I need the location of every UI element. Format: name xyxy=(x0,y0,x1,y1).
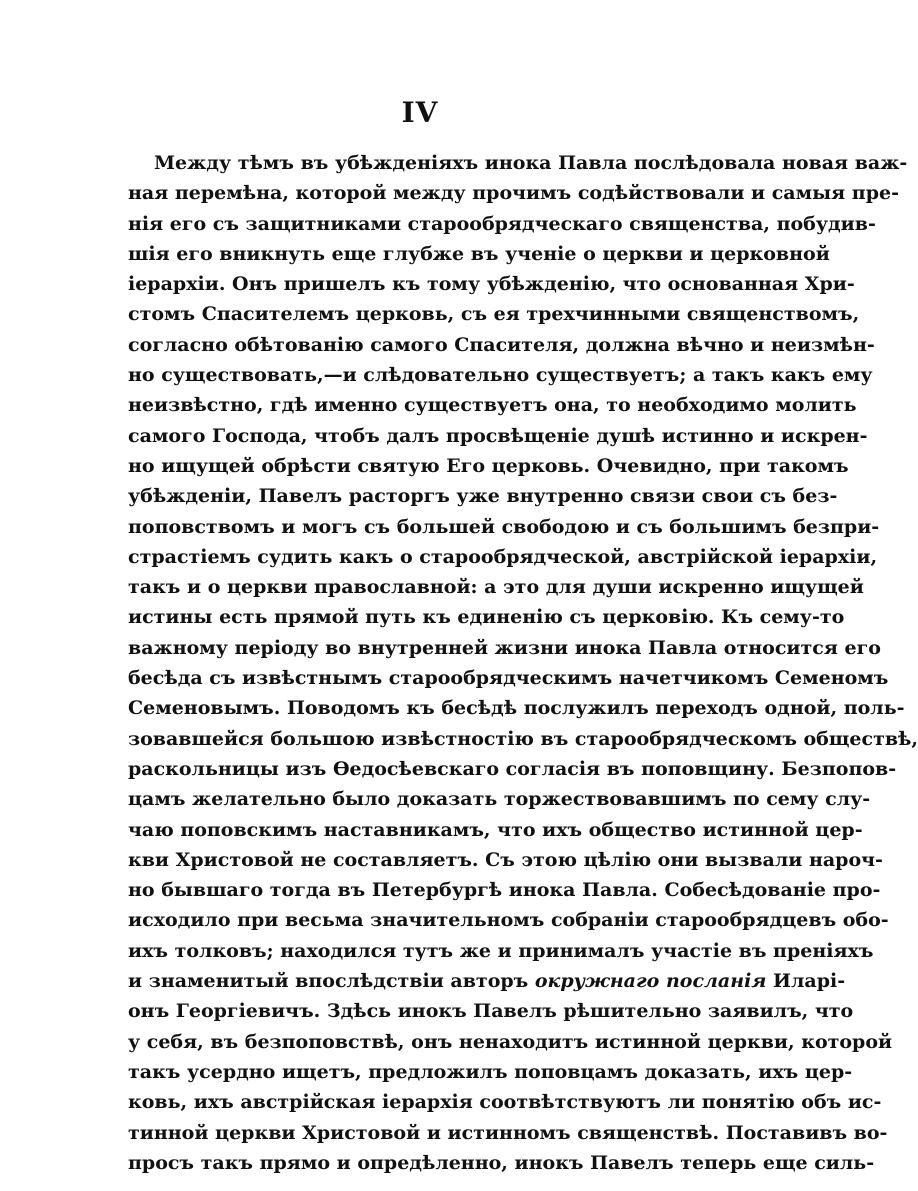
text-line: ихъ толковъ; находился тутъ же и принималъ участіе въ преніяхъ xyxy=(128,939,874,962)
text-segment: Иларі- xyxy=(766,970,846,993)
text-line: нія его съ защитниками старообрядческаго священства, побудив- xyxy=(128,212,876,235)
text-line: такъ и о церкви православной: а это для души искренно ищущей xyxy=(128,576,864,599)
text-line: страстіемъ судить какъ о старообрядческой, австрійской іерархіи, xyxy=(128,545,878,568)
text-line: убѣжденіи, Павелъ расторгъ уже внутренно связи свои съ без- xyxy=(128,485,838,508)
text-line: ная перемѣна, которой между прочимъ содѣйствовали и самыя пре- xyxy=(128,182,899,205)
italic-title: окружнаго посланія xyxy=(534,970,767,993)
text-line: истины есть прямой путь къ единенію съ церковію. Къ сему-то xyxy=(128,606,845,629)
text-line: у себя, въ безпоповствѣ, онъ ненаходитъ истинной церкви, которой xyxy=(128,1030,893,1053)
text-line: самого Господа, чтобъ далъ просвѣщеніе душѣ истинно и искрен- xyxy=(128,424,868,447)
text-line: но существовать,—и слѣдовательно существуетъ; а такъ какъ ему xyxy=(128,364,873,387)
text-line: поповствомъ и могъ съ большей свободою и съ большимъ безпри- xyxy=(128,515,880,538)
text-line: неизвѣстно, гдѣ именно существуетъ она, то необходимо молить xyxy=(128,394,857,417)
text-line: онъ Георгіевичъ. Здѣсь инокъ Павелъ рѣшительно заявилъ, что xyxy=(128,1000,854,1023)
text-line: согласно обѣтованію самого Спасителя, должна вѣчно и неизмѣн- xyxy=(128,333,875,356)
text-line: такъ усердно ищетъ, предложилъ поповцамъ доказать, ихъ цер- xyxy=(128,1060,853,1083)
text-segment: и знаменитый впослѣдствіи авторъ xyxy=(128,970,535,993)
text-line: исходило при весьма значительномъ собраніи старообрядцевъ обо- xyxy=(128,909,889,932)
text-line: Семеновымъ. Поводомъ къ бесѣдѣ послужилъ переходъ одной, поль- xyxy=(128,697,905,720)
text-line: но ищущей обрѣсти святую Его церковь. Очевидно, при такомъ xyxy=(128,454,849,477)
text-line: просъ такъ прямо и опредѣленно, инокъ Павелъ теперь еще силь- xyxy=(128,1151,875,1174)
text-line: бесѣда съ извѣстнымъ старообрядческимъ начетчикомъ Семеномъ xyxy=(128,667,889,690)
text-line-with-italic xyxy=(128,966,846,996)
text-line: но бывшаго тогда въ Петербургѣ инока Павла. Собесѣдованіе про- xyxy=(128,879,881,902)
text-line: цамъ желательно было доказать торжествовавшимъ по сему слу- xyxy=(128,788,871,811)
text-line: тинной церкви Христовой и истинномъ священствѣ. Поставивъ во- xyxy=(128,1121,888,1144)
text-line: чаю поповскимъ наставникамъ, что ихъ общество истинной цер- xyxy=(128,818,863,841)
text-line: шія его вникнуть еще глубже въ ученіе о церкви и церковной xyxy=(128,242,830,265)
chapter-heading: IV xyxy=(401,96,439,129)
text-line: іерархіи. Онъ пришелъ къ тому убѣжденію, что основанная Хри- xyxy=(128,273,855,296)
text-line: ковь, ихъ австрійская іерархія соотвѣтствуютъ ли понятію объ ис- xyxy=(128,1091,882,1114)
text-line: стомъ Спасителемъ церковь, съ ея трехчинными священствомъ, xyxy=(128,303,860,326)
text-line: раскольницы изъ Ѳедосѣевскаго согласія въ поповщину. Безпопов- xyxy=(128,757,897,780)
text-line: важному періоду во внутренней жизни инока Павла относится его xyxy=(128,636,881,659)
text-line: зовавшейся большою извѣстностію въ старообрядческомъ обществѣ, xyxy=(128,727,918,750)
text-line: кви Христовой не составляетъ. Съ этою цѣлію они вызвали нароч- xyxy=(128,848,883,871)
text-line: Между тѣмъ въ убѣжденіяхъ инока Павла послѣдовала новая важ- xyxy=(154,152,908,174)
chapter-body xyxy=(128,148,918,1178)
